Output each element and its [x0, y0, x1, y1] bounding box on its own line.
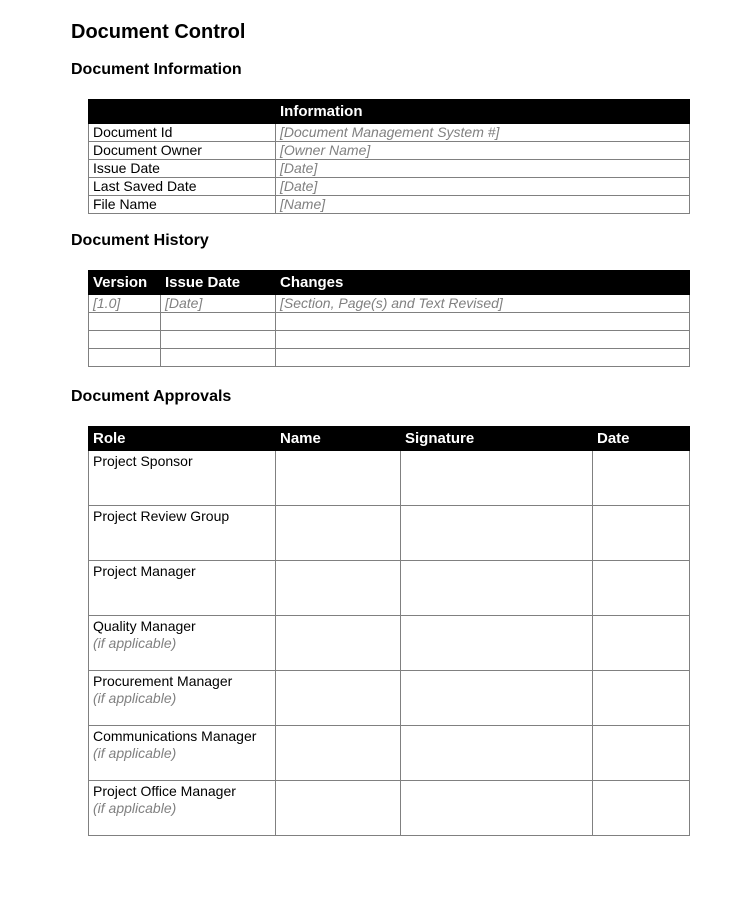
row-label: File Name [89, 196, 276, 214]
table-row [89, 506, 690, 561]
approval-role-cell [89, 726, 276, 781]
history-date-cell[interactable]: [Date] [161, 295, 276, 313]
role-note: (if applicable) [93, 745, 177, 761]
row-value[interactable]: [Date] [276, 160, 690, 178]
table-row [89, 726, 690, 781]
approval-role-cell [89, 506, 276, 561]
table-row [89, 160, 690, 178]
document-approvals-table [88, 426, 690, 836]
header-cell: Version [89, 271, 161, 295]
approval-name-cell[interactable] [276, 506, 401, 561]
header-cell: Name [276, 427, 401, 451]
table-row [89, 178, 690, 196]
table-row [89, 295, 690, 313]
approval-date-cell[interactable] [593, 616, 690, 671]
table-header-row [89, 427, 690, 451]
document-information-table [88, 99, 690, 214]
role-label: Project Office Manager [93, 783, 236, 799]
approval-role-cell [89, 561, 276, 616]
table-row [89, 451, 690, 506]
approval-signature-cell[interactable] [401, 616, 593, 671]
row-label: Document Owner [89, 142, 276, 160]
approval-name-cell[interactable] [276, 726, 401, 781]
header-cell: Signature [401, 427, 593, 451]
approval-date-cell[interactable] [593, 726, 690, 781]
history-date-cell[interactable] [161, 313, 276, 331]
role-label: Procurement Manager [93, 673, 233, 689]
table-row [89, 349, 690, 367]
approval-signature-cell[interactable] [401, 781, 593, 836]
approval-role-cell [89, 451, 276, 506]
role-label: Project Review Group [93, 508, 230, 524]
approval-date-cell[interactable] [593, 671, 690, 726]
approval-role-cell [89, 781, 276, 836]
section-heading-approvals: Document Approvals [71, 388, 232, 405]
table-row [89, 196, 690, 214]
header-cell [89, 100, 276, 124]
approval-date-cell[interactable] [593, 781, 690, 836]
history-version-cell[interactable] [89, 349, 161, 367]
role-label: Communications Manager [93, 728, 257, 744]
row-value[interactable]: [Owner Name] [276, 142, 690, 160]
table-header-row [89, 100, 690, 124]
row-value[interactable]: [Document Management System #] [276, 124, 690, 142]
role-label: Project Sponsor [93, 453, 193, 469]
history-changes-cell[interactable] [276, 349, 690, 367]
table-row [89, 313, 690, 331]
header-cell: Issue Date [161, 271, 276, 295]
history-date-cell[interactable] [161, 331, 276, 349]
approval-signature-cell[interactable] [401, 671, 593, 726]
history-date-cell[interactable] [161, 349, 276, 367]
table-row [89, 781, 690, 836]
history-changes-cell[interactable]: [Section, Page(s) and Text Revised] [276, 295, 690, 313]
table-header-row [89, 271, 690, 295]
table-row [89, 561, 690, 616]
approval-date-cell[interactable] [593, 506, 690, 561]
history-changes-cell[interactable] [276, 313, 690, 331]
role-label: Quality Manager [93, 618, 196, 634]
history-version-cell[interactable] [89, 313, 161, 331]
approval-role-cell [89, 616, 276, 671]
role-label: Project Manager [93, 563, 196, 579]
approval-date-cell[interactable] [593, 561, 690, 616]
table-row [89, 142, 690, 160]
approval-role-cell [89, 671, 276, 726]
table-row [89, 124, 690, 142]
role-note: (if applicable) [93, 690, 177, 706]
role-note: (if applicable) [93, 800, 177, 816]
row-value[interactable]: [Name] [276, 196, 690, 214]
table-row [89, 671, 690, 726]
header-cell: Role [89, 427, 276, 451]
history-changes-cell[interactable] [276, 331, 690, 349]
header-cell: Date [593, 427, 690, 451]
approval-name-cell[interactable] [276, 616, 401, 671]
approval-name-cell[interactable] [276, 781, 401, 836]
approval-date-cell[interactable] [593, 451, 690, 506]
document-history-table [88, 270, 690, 367]
approval-name-cell[interactable] [276, 451, 401, 506]
approval-signature-cell[interactable] [401, 561, 593, 616]
table-row [89, 331, 690, 349]
row-label: Document Id [89, 124, 276, 142]
page-title: Document Control [71, 21, 246, 43]
row-value[interactable]: [Date] [276, 178, 690, 196]
table-row [89, 616, 690, 671]
section-heading-history: Document History [71, 232, 209, 249]
approval-name-cell[interactable] [276, 671, 401, 726]
history-version-cell[interactable] [89, 331, 161, 349]
row-label: Last Saved Date [89, 178, 276, 196]
approval-signature-cell[interactable] [401, 506, 593, 561]
header-cell: Changes [276, 271, 690, 295]
approval-signature-cell[interactable] [401, 451, 593, 506]
role-note: (if applicable) [93, 635, 177, 651]
row-label: Issue Date [89, 160, 276, 178]
approval-name-cell[interactable] [276, 561, 401, 616]
section-heading-information: Document Information [71, 61, 242, 78]
approval-signature-cell[interactable] [401, 726, 593, 781]
header-cell: Information [276, 100, 690, 124]
history-version-cell[interactable]: [1.0] [89, 295, 161, 313]
